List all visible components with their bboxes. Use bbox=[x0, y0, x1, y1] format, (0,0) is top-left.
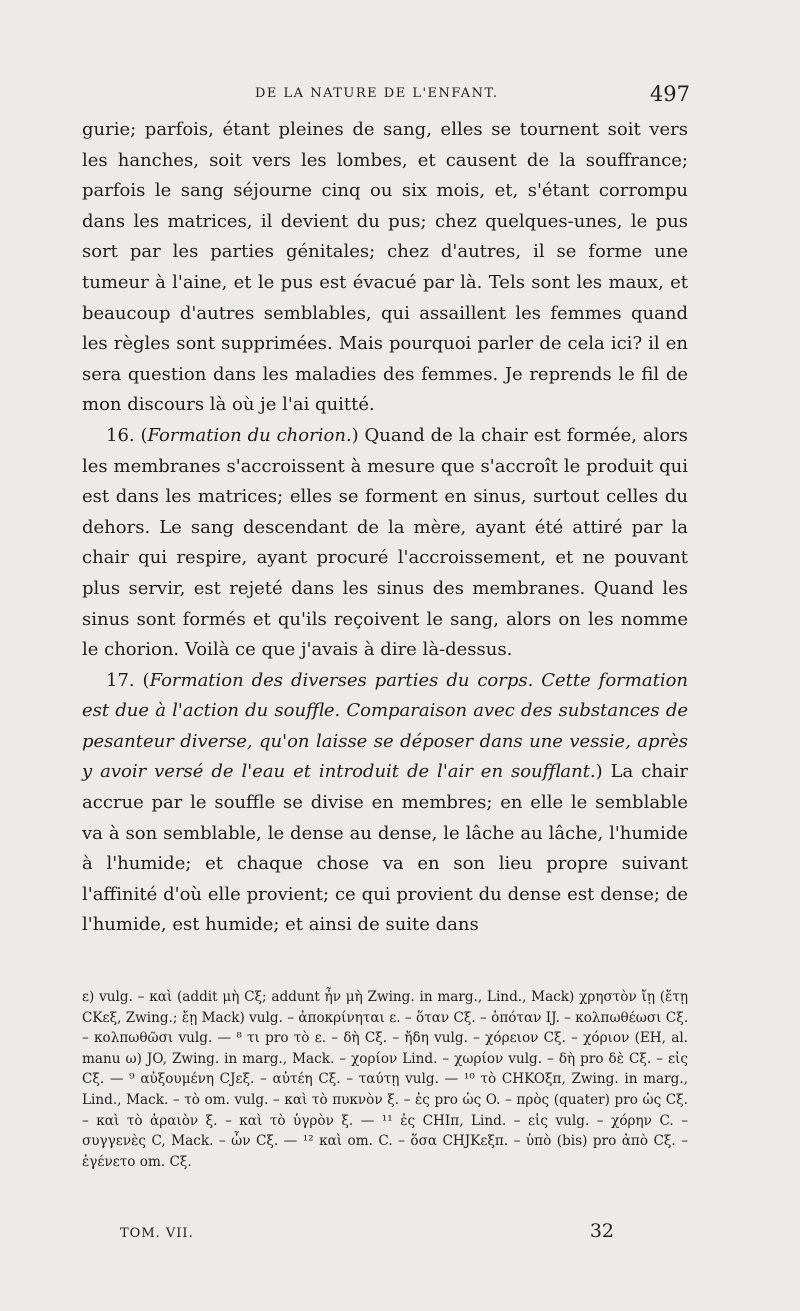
main-text bbox=[82, 115, 688, 941]
signature-mark: 32 bbox=[589, 1220, 614, 1242]
section-text: ) Quand de la chair est formée, alors les membranes s'accroissent à mesure que s'accroît le produit qui est dans les matrices; elles se forment en sinus, surtout celles du dehors. Le sang descendant de la mère, ayant été attiré par la chair qui respire, ayant procuré l'accroissement, et ne pouvant plus servir, est rejeté dans les sinus des membranes. Quand les sinus sont formés et qu'ils reçoivent le sang, alors on les nomme le chorion. Voilà ce que j'avais à dire là-dessus. bbox=[82, 424, 688, 661]
running-title: DE LA NATURE DE L'ENFANT. bbox=[255, 86, 499, 101]
paragraph-16 bbox=[82, 421, 688, 666]
section-number: 17. ( bbox=[106, 669, 150, 691]
paragraph-17 bbox=[82, 666, 688, 941]
section-title: Formation du chorion. bbox=[147, 424, 352, 446]
section-text: ) La chair accrue par le souffle se divise en membres; en elle le semblable va à son semblable, le dense au dense, le lâche au lâche, l'humide à l'humide; et chaque chose va en son lieu propre suivant l'affinité d'où elle provient; ce qui provient du dense est dense; de l'humide, est humide; et ainsi de suite dans bbox=[82, 761, 688, 936]
page-number: 497 bbox=[649, 82, 690, 106]
page-header bbox=[80, 82, 690, 106]
volume-label: TOM. VII. bbox=[120, 1226, 194, 1241]
section-title: Formation des diverses parties du corps. Cette formation est due à l'action du souffle. Comparaison avec des substances de pesanteur diverse, qu'on laisse se déposer dans une vessie, après y avoir versé de l'eau et introduit de l'air en soufflant. bbox=[82, 669, 689, 783]
footnotes bbox=[82, 987, 688, 1172]
section-number: 16. ( bbox=[106, 424, 148, 446]
footnote-text: ε) vulg. – καὶ (addit μὴ Cξ; addunt ἦν μὴ Zwing. in marg., Lind., Mack) χρηστὸν ἴῃ (ἔτῃ CKεξ, Zwing.; ἔῃ Mack) vulg. – ἀποκρίνηται ε. – ὅταν Cξ. – ὁπόταν IJ. – κολπωθέωσι Cξ. – κολπωθῶσι vulg. — ⁸ τι pro τὸ ε. – δὴ Cξ. – ἤδη vulg. – χόρειον Cξ. – χόριον (EH, al. manu ω) JO, Zwing. in marg., Mack. – χορίον Lind. – χωρίον vulg. – δὴ pro δὲ Cξ. – εἰς Cξ. — ⁹ αὐξουμένη CJεξ. – αὐτέη Cξ. – ταύτῃ vulg. — ¹⁰ τὸ CHKOξπ, Zwing. in marg., Lind., Mack. – τὸ om. vulg. – καὶ τὸ πυκνὸν ξ. – ἐς pro ὡς O. – πρὸς (quater) pro ὡς Cξ. – καὶ τὸ ἀραιὸν ξ. – καὶ τὸ ὑγρὸν ξ. — ¹¹ ἐς CHIπ, Lind. – εἰς vulg. – χόρην C. – συγγενὲς C, Mack. – ὧν Cξ. — ¹² καὶ om. C. – ὅσα CHJKεξπ. – ὑπὸ (bis) pro ἀπὸ Cξ. – ἐγένετο om. Cξ. bbox=[82, 989, 689, 1170]
paragraph-continuation: gurie; parfois, étant pleines de sang, elles se tournent soit vers les hanches, soit vers les lombes, et causent de la souffrance; parfois le sang séjourne cinq ou six mois, et, s'étant corrompu dans les matrices, il devient du pus; chez quelques-unes, le pus sort par les parties génitales; chez d'autres, il se forme une tumeur à l'aine, et le pus est évacué par là. Tels sont les maux, et beaucoup d'autres semblables, qui assaillent les femmes quand les règles sont supprimées. Mais pourquoi parler de cela ici? il en sera question dans les maladies des femmes. Je reprends le fil de mon discours là où je l'ai quitté. bbox=[82, 119, 688, 416]
page-footer bbox=[120, 1220, 614, 1246]
